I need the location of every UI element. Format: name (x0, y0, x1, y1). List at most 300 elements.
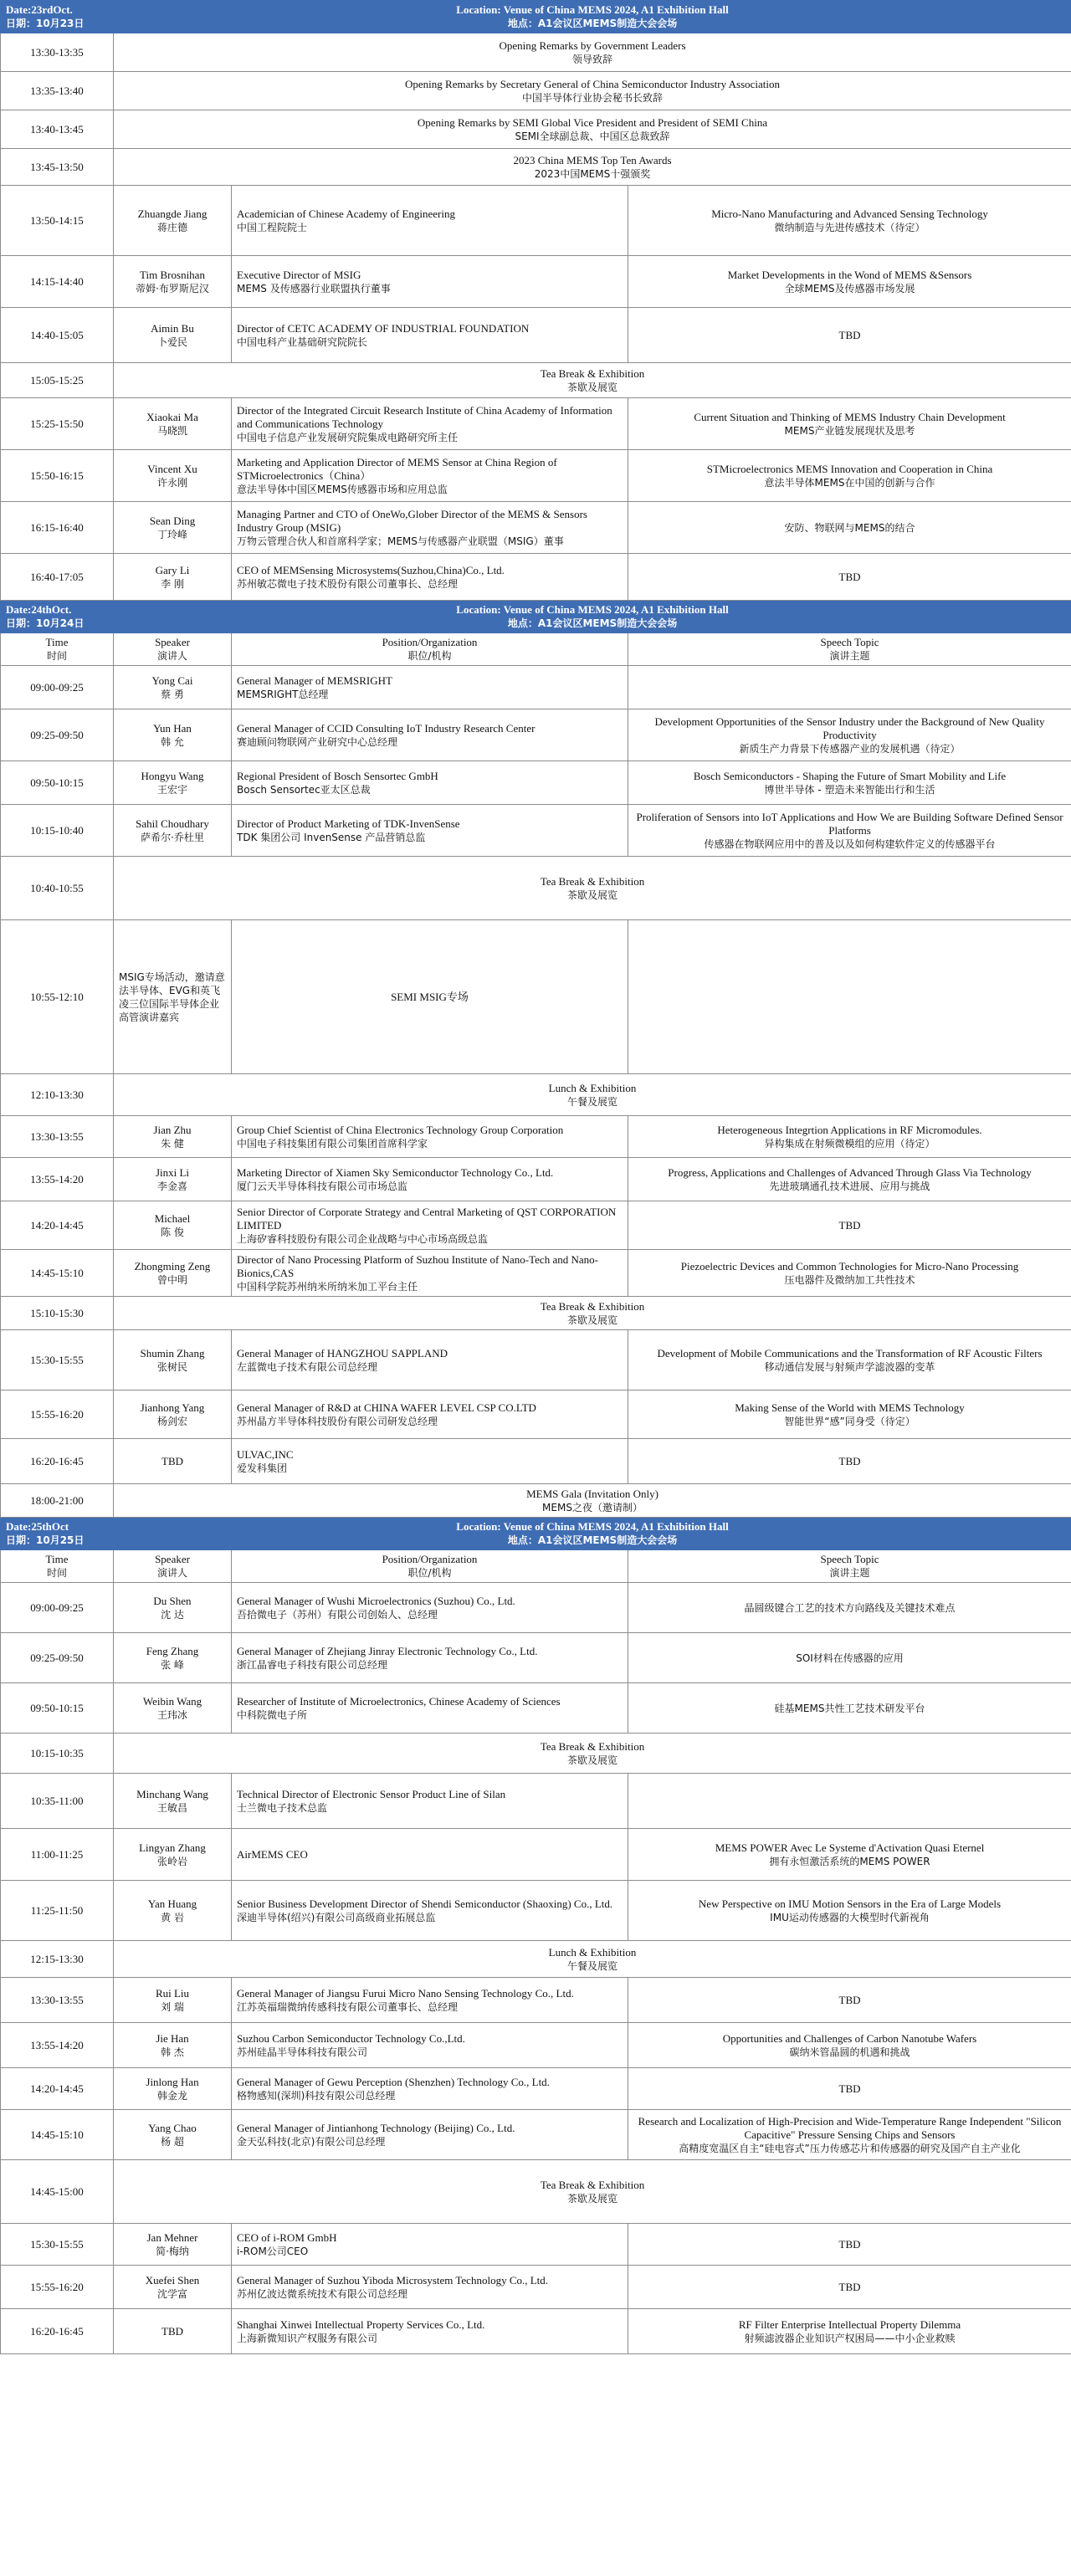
topic-cell-en: Development Opportunities of the Sensor Industry under the Background of New Quality Productivity (654, 714, 1045, 741)
time-cell (1, 1116, 114, 1158)
session-cell-zh: 中国半导体行业协会秘书长致辞 (522, 91, 664, 104)
table-row (1, 308, 1071, 363)
session-cell-zh: 午餐及展览 (567, 1095, 618, 1108)
speaker-cell-zh: 韩金龙 (156, 2089, 187, 2102)
position-cell-en: Director of the Integrated Circuit Research Institute of China Academy of Information and Communications Technology (237, 403, 612, 430)
session-cell (114, 1074, 1071, 1116)
topic-cell-zh: 晶圆级键合工艺的技术方向路线及关键技术难点 (744, 1601, 956, 1614)
topic-cell (628, 1881, 1071, 1941)
speaker-cell (114, 1330, 232, 1390)
time-cell-en: 15:30-15:55 (30, 2237, 84, 2251)
time-cell (1, 920, 114, 1074)
position-cell-zh: 上海矽睿科技股份有限公司企业战略与中心市场高级总监 (237, 1232, 489, 1245)
session-cell-en: 2023 China MEMS Top Ten Awards (513, 153, 672, 166)
session-cell (114, 363, 1071, 398)
speaker-cell (114, 1583, 232, 1633)
position-cell-en: General Manager of CCID Consulting IoT Industry Research Center (237, 721, 536, 735)
position-cell (232, 308, 628, 363)
time-cell-en: 13:40-13:45 (30, 122, 84, 136)
speaker-cell-zh: 王玮冰 (156, 1708, 187, 1721)
speaker-cell-en: Xuefei Shen (145, 2273, 200, 2287)
table-row (1, 920, 1071, 1074)
position-cell-en: Technical Director of Electronic Sensor Product Line of Silan (237, 1787, 506, 1800)
time-cell (1, 2224, 114, 2266)
time-cell-en: 11:25-11:50 (30, 1903, 84, 1917)
topic-cell-en: Current Situation and Thinking of MEMS Industry Chain Development (694, 410, 1006, 423)
time-cell (1, 1829, 114, 1881)
session-cell (114, 1734, 1071, 1774)
time-cell-en: 10:55-12:10 (30, 990, 84, 1003)
topic-cell (628, 805, 1071, 857)
position-cell (232, 398, 628, 450)
table-row (1, 1390, 1071, 1439)
time-cell-en: 15:50-16:15 (30, 469, 84, 482)
topic-cell (628, 2110, 1071, 2160)
time-cell (1, 1158, 114, 1201)
session-cell (114, 1297, 1071, 1330)
day-date (1, 1, 114, 33)
time-cell-en: 13:55-14:20 (30, 2038, 84, 2051)
speaker-cell-zh: 沈学富 (156, 2287, 187, 2300)
topic-cell (628, 1829, 1071, 1881)
topic-cell-en: Making Sense of the World with MEMS Technology (735, 1401, 965, 1414)
table-row (1, 2068, 1071, 2110)
topic-cell (628, 1158, 1071, 1201)
speaker-cell-en: Michael (154, 1211, 191, 1225)
session-cell-en: Tea Break & Exhibition (540, 366, 645, 380)
position-cell-en: Academician of Chinese Academy of Engineering (237, 207, 455, 220)
time-cell (1, 1774, 114, 1829)
table-row (1, 256, 1071, 308)
speaker-cell (114, 1116, 232, 1158)
day-header (1, 1518, 1071, 1550)
time-cell (1, 709, 114, 761)
topic-cell (628, 554, 1071, 601)
table-row (1, 1941, 1071, 1978)
position-cell (232, 450, 628, 502)
table-row (1, 1330, 1071, 1390)
position-cell (232, 1158, 628, 1201)
speaker-cell-en: Minchang Wang (136, 1787, 208, 1800)
speaker-cell (114, 805, 232, 857)
position-cell-en: General Manager of MEMSRIGHT (237, 673, 392, 687)
time-cell-en: 13:30-13:55 (30, 1129, 84, 1143)
day-location-zh: 地点：A1会议区MEMS制造大会会场 (507, 18, 678, 29)
col-speaker-en: Speaker (155, 1553, 190, 1565)
col-position-zh: 职位/机构 (407, 1567, 452, 1579)
day-date (1, 1518, 114, 1550)
speaker-cell (114, 1201, 232, 1250)
topic-cell-en: TBD (838, 2237, 861, 2251)
position-cell (232, 554, 628, 601)
speaker-cell-en: Jan Mehner (146, 2230, 198, 2244)
speaker-cell-en: Hongyu Wang (141, 769, 204, 782)
day-location (114, 1518, 1071, 1550)
col-time-zh: 时间 (46, 650, 67, 662)
time-cell (1, 1390, 114, 1439)
session-cell (114, 857, 1071, 920)
time-cell (1, 363, 114, 398)
topic-cell (628, 398, 1071, 450)
topic-cell (628, 1201, 1071, 1250)
table-row (1, 1158, 1071, 1201)
speaker-cell-zh: 简·梅纳 (156, 2245, 189, 2257)
speaker-cell (114, 2110, 232, 2160)
topic-cell-zh: 安防、物联网与MEMS的结合 (784, 521, 915, 534)
topic-cell (628, 1978, 1071, 2023)
position-cell-zh: 深迪半导体(绍兴)有限公司高级商业拓展总监 (237, 1911, 436, 1923)
day-date-en: Date:23rdOct. (6, 3, 73, 16)
day-date-zh: 日期：10月25日 (6, 1534, 85, 1546)
table-row (1, 72, 1071, 110)
speaker-cell (114, 709, 232, 761)
position-cell-en: Director of Product Marketing of TDK-InvenSense (237, 817, 460, 830)
speaker-cell-zh: 卜爱民 (156, 335, 187, 348)
session-cell-zh: 茶歇及展览 (567, 1754, 618, 1766)
position-cell-en: General Manager of Suzhou Yiboda Microsystem Technology Co., Ltd. (237, 2273, 549, 2287)
speaker-cell (114, 450, 232, 502)
session-cell-zh: 午餐及展览 (567, 1959, 618, 1972)
topic-cell (628, 1583, 1071, 1633)
time-cell-en: 15:55-16:20 (30, 2280, 84, 2293)
table-row (1, 2266, 1071, 2309)
time-cell-en: 16:20-16:45 (30, 2324, 84, 2338)
col-speaker-zh: 演讲人 (156, 650, 187, 662)
time-cell-en: 13:50-14:15 (30, 213, 84, 227)
position-cell-en: Researcher of Institute of Microelectronics, Chinese Academy of Sciences (237, 1694, 561, 1708)
position-cell (232, 805, 628, 857)
session-cell (114, 1941, 1071, 1978)
speaker-cell-zh: 曾中明 (156, 1273, 187, 1286)
time-cell (1, 1074, 114, 1116)
time-cell (1, 1201, 114, 1250)
session-cell-en: Lunch & Exhibition (548, 1081, 637, 1094)
speaker-cell-en: Jian Zhu (153, 1123, 192, 1136)
table-row (1, 709, 1071, 761)
session-cell (114, 2160, 1071, 2224)
table-row (1, 1829, 1071, 1881)
speaker-cell-en: Xiaokai Ma (146, 410, 198, 423)
speaker-cell (114, 502, 232, 554)
table-row (1, 2110, 1071, 2160)
speaker-cell-zh: 王敏昌 (156, 1801, 187, 1814)
position-cell-zh: 厦门云天半导体科技有限公司市场总监 (237, 1180, 408, 1192)
table-row (1, 1978, 1071, 2023)
speaker-cell-en: Vincent Xu (147, 462, 197, 475)
topic-cell-en: STMicroelectronics MEMS Innovation and Cooperation in China (706, 462, 993, 475)
topic-cell-zh: 博世半导体 - 塑造未来智能出行和生活 (764, 783, 935, 796)
table-row (1, 450, 1071, 502)
topic-cell-en: MEMS POWER Avec Le Systeme d'Activation Quasi Eternel (715, 1841, 985, 1854)
time-cell (1, 1484, 114, 1518)
time-cell-en: 16:20-16:45 (30, 1454, 84, 1467)
session-cell-zh: 领导致辞 (572, 53, 613, 65)
speaker-cell-zh: 萨希尔·乔杜里 (141, 831, 204, 843)
topic-cell-zh: 意法半导体MEMS在中国的创新与合作 (764, 476, 935, 489)
speaker-cell-en: TBD (161, 2324, 183, 2338)
speaker-cell (114, 1683, 232, 1734)
col-position-en: Position/Organization (382, 1553, 478, 1565)
table-row (1, 149, 1071, 186)
position-cell-zh: 中科院微电子所 (237, 1708, 308, 1721)
table-row (1, 398, 1071, 450)
position-cell-en: Group Chief Scientist of China Electronics Technology Group Corporation (237, 1123, 564, 1136)
session-cell (114, 72, 1071, 110)
speaker-cell (114, 1390, 232, 1439)
session-cell-en: Tea Break & Exhibition (540, 874, 645, 888)
position-cell-zh: 苏州硅晶半导体科技有限公司 (237, 2046, 368, 2058)
time-cell (1, 857, 114, 920)
time-cell-en: 09:25-09:50 (30, 728, 84, 741)
day-location-en: Location: Venue of China MEMS 2024, A1 Exhibition Hall (456, 3, 729, 16)
time-cell (1, 450, 114, 502)
table-row (1, 363, 1071, 398)
time-cell-en: 14:15-14:40 (30, 274, 84, 288)
col-topic-zh: 演讲主题 (829, 1567, 870, 1579)
speaker-cell-zh: 马晓凯 (156, 424, 187, 437)
speaker-cell-en: Sahil Choudhary (136, 817, 209, 830)
table-row (1, 33, 1071, 72)
speaker-cell (114, 308, 232, 363)
speaker-cell (114, 1774, 232, 1829)
speaker-cell-zh: 张树民 (156, 1360, 187, 1373)
position-cell-en: Senior Director of Corporate Strategy and Central Marketing of QST CORPORATION LIMITED (237, 1205, 617, 1232)
day-date (1, 601, 114, 633)
speaker-cell-zh: 蔡 勇 (161, 688, 184, 700)
speaker-cell (114, 2224, 232, 2266)
day-date-zh: 日期：10月23日 (6, 18, 85, 29)
session-cell-zh: 茶歇及展览 (567, 2192, 618, 2205)
table-row (1, 1484, 1071, 1518)
speaker-cell-en: Jianhong Yang (140, 1401, 205, 1414)
table-row (1, 2224, 1071, 2266)
topic-cell-zh: 智能世界“感”同身受（待定） (784, 1415, 915, 1427)
topic-cell-en: New Perspective on IMU Motion Sensors in the Era of Large Models (698, 1897, 1002, 1910)
topic-cell-zh: 高精度宽温区自主“硅电容式”压力传感芯片和传感器的研究及国产自主产业化 (679, 2142, 1021, 2154)
position-cell-zh: 中国工程院院士 (237, 221, 308, 233)
topic-cell (628, 2266, 1071, 2309)
topic-cell (628, 1390, 1071, 1439)
table-row (1, 110, 1071, 149)
position-cell (232, 2023, 628, 2068)
speaker-cell-en: Jinxi Li (155, 1165, 190, 1179)
column-headers (1, 633, 1071, 666)
position-cell (232, 2110, 628, 2160)
speaker-cell (114, 1439, 232, 1484)
position-cell (232, 186, 628, 256)
topic-cell-en: Research and Localization of High-Precision and Wide-Temperature Range Independent "Silicon Capacitive" Pressure Sensing Chips and Sensors (638, 2114, 1062, 2141)
col-topic-zh: 演讲主题 (829, 650, 870, 662)
time-cell-en: 09:25-09:50 (30, 1651, 84, 1664)
time-cell (1, 1633, 114, 1683)
position-cell-en: Managing Partner and CTO of OneWo,Glober Director of the MEMS & Sensors Industry Group (MSIG) (237, 507, 587, 534)
time-cell (1, 398, 114, 450)
time-cell-en: 14:45-15:10 (30, 1266, 84, 1279)
time-cell-en: 10:40-10:55 (30, 881, 84, 894)
time-cell-en: 10:15-10:40 (30, 823, 84, 837)
topic-cell-en: TBD (838, 328, 861, 341)
topic-cell-zh: IMU运动传感器的大模型时代新视角 (770, 1911, 930, 1923)
position-cell-zh: 金天弘科技(北京)有限公司总经理 (237, 2135, 386, 2148)
position-cell-en: SEMI MSIG专场 (391, 990, 469, 1003)
col-position (232, 633, 628, 666)
position-cell-zh: 苏州敏芯微电子技术股份有限公司董事长、总经理 (237, 577, 459, 590)
position-cell-zh: TDK 集团公司 InvenSense 产品营销总监 (237, 831, 426, 843)
table-row (1, 1201, 1071, 1250)
speaker-cell-zh: 刘 瑞 (161, 2000, 184, 2013)
topic-cell (628, 1250, 1071, 1297)
topic-cell (628, 666, 1071, 709)
speaker-cell-zh: 黄 岩 (161, 1911, 184, 1923)
position-cell (232, 1978, 628, 2023)
position-cell (232, 709, 628, 761)
speaker-cell-en: Yan Huang (147, 1897, 197, 1910)
time-cell (1, 1250, 114, 1297)
topic-cell-zh: 拥有永恒激活系统的MEMS POWER (769, 1855, 930, 1867)
time-cell-en: 12:15-13:30 (30, 1952, 84, 1965)
time-cell-en: 13:45-13:50 (30, 160, 84, 173)
position-cell-zh: 中国科学院苏州纳米所纳米加工平台主任 (237, 1280, 418, 1293)
day-location (114, 1, 1071, 33)
time-cell (1, 2266, 114, 2309)
speaker-cell-en: Tim Brosnihan (140, 268, 205, 281)
position-cell (232, 2309, 628, 2354)
speaker-cell-en: Rui Liu (155, 1986, 190, 2000)
topic-cell-en: Piezoelectric Devices and Common Technologies for Micro-Nano Processing (680, 1259, 1019, 1273)
position-cell-en: Executive Director of MSIG (237, 268, 361, 281)
speaker-cell-en: Feng Zhang (146, 1644, 199, 1657)
session-cell (114, 110, 1071, 149)
topic-cell-en: Heterogeneous Integrtion Applications in RF Micromodules. (717, 1123, 982, 1136)
speaker-cell (114, 1978, 232, 2023)
position-cell-en: General Manager of Wushi Microelectronics (Suzhou) Co., Ltd. (237, 1594, 515, 1607)
day-date-zh: 日期：10月24日 (6, 617, 85, 629)
topic-cell-zh: 异构集成在射频微模组的应用（待定） (764, 1137, 935, 1150)
time-cell (1, 1881, 114, 1941)
topic-cell-en: TBD (838, 2082, 861, 2095)
topic-cell-en: Bosch Semiconductors - Shaping the Future of Smart Mobility and Life (693, 769, 1007, 782)
topic-cell-en: Development of Mobile Communications and the Transformation of RF Acoustic Filters (657, 1346, 1043, 1360)
time-cell-en: 12:10-13:30 (30, 1088, 84, 1101)
table-row (1, 1074, 1071, 1116)
speaker-cell-zh: MSIG专场活动，邀请意法半导体、EVG和英飞凌三位国际半导体企业高管演讲嘉宾 (119, 970, 225, 1023)
speaker-cell-zh: 许永刚 (156, 476, 187, 489)
column-headers (1, 1550, 1071, 1583)
time-cell (1, 2068, 114, 2110)
time-cell-en: 15:55-16:20 (30, 1407, 84, 1421)
speaker-cell-en: Zhongming Zeng (134, 1259, 211, 1273)
speaker-cell-zh: 朱 健 (161, 1137, 184, 1150)
topic-cell (628, 1330, 1071, 1390)
day-header (1, 1, 1071, 33)
topic-cell-en: RF Filter Enterprise Intellectual Property Dilemma (738, 2317, 961, 2331)
table-row (1, 1881, 1071, 1941)
col-position-zh: 职位/机构 (407, 650, 452, 662)
topic-cell-en: TBD (838, 2280, 861, 2293)
position-cell (232, 1881, 628, 1941)
col-time (1, 1550, 114, 1583)
session-cell-zh: 茶歇及展览 (567, 381, 618, 393)
time-cell-en: 14:45-15:00 (30, 2184, 84, 2198)
table-row (1, 1734, 1071, 1774)
time-cell-en: 13:35-13:40 (30, 84, 84, 97)
position-cell (232, 2266, 628, 2309)
col-topic (628, 1550, 1071, 1583)
day-location-zh: 地点：A1会议区MEMS制造大会会场 (507, 1534, 678, 1546)
topic-cell (628, 1683, 1071, 1734)
position-cell-zh: 万物云管理合伙人和首席科学家；MEMS与传感器产业联盟（MSIG）董事 (237, 535, 564, 547)
topic-cell-zh: 全球MEMS及传感器市场发展 (784, 282, 915, 294)
table-row (1, 805, 1071, 857)
position-cell (232, 256, 628, 308)
position-cell (232, 1116, 628, 1158)
position-cell-zh: MEMSRIGHT总经理 (237, 688, 329, 700)
col-topic-en: Speech Topic (820, 636, 879, 648)
table-row (1, 1583, 1071, 1633)
speaker-cell-en: Du Shen (153, 1594, 192, 1607)
speaker-cell (114, 186, 232, 256)
session-cell-en: Opening Remarks by Secretary General of China Semiconductor Industry Association (405, 77, 781, 90)
position-cell (232, 502, 628, 554)
position-cell-zh: 中国电子科技集团有限公司集团首席科学家 (237, 1137, 428, 1150)
position-cell-zh: 赛迪顾问物联网产业研究中心总经理 (237, 735, 398, 748)
time-cell (1, 2110, 114, 2160)
speaker-cell-en: Gary Li (155, 563, 190, 576)
time-cell-en: 15:05-15:25 (30, 373, 84, 387)
topic-cell (628, 2023, 1071, 2068)
time-cell-en: 14:20-14:45 (30, 2082, 84, 2095)
topic-cell-zh: 微纳制造与先进传感技术（待定） (774, 221, 925, 233)
time-cell (1, 502, 114, 554)
time-cell (1, 308, 114, 363)
speaker-cell-en: Shumin Zhang (140, 1346, 205, 1360)
position-cell (232, 1683, 628, 1734)
position-cell-en: CEO of MEMSensing Microsystems(Suzhou,China)Co., Ltd. (237, 563, 505, 576)
time-cell-en: 11:00-11:25 (30, 1847, 84, 1861)
day-header (1, 601, 1071, 633)
topic-cell-en: Micro-Nano Manufacturing and Advanced Sensing Technology (711, 207, 988, 220)
position-cell (232, 1829, 628, 1881)
session-cell-en: Opening Remarks by Government Leaders (499, 38, 686, 52)
time-cell (1, 1583, 114, 1633)
time-cell (1, 256, 114, 308)
time-cell-en: 14:20-14:45 (30, 1218, 84, 1232)
position-cell-zh: i-ROM公司CEO (237, 2245, 309, 2257)
time-cell (1, 761, 114, 805)
session-cell-en: Lunch & Exhibition (548, 1945, 637, 1959)
topic-cell-en: TBD (838, 1218, 861, 1232)
position-cell-en: Suzhou Carbon Semiconductor Technology Co.,Ltd. (237, 2031, 465, 2045)
topic-cell-zh: 碳纳米管晶圆的机遇和挑战 (789, 2046, 910, 2058)
position-cell-en: General Manager of Gewu Perception (Shenzhen) Technology Co., Ltd. (237, 2075, 550, 2088)
topic-cell-en: TBD (838, 1993, 861, 2006)
table-row (1, 2160, 1071, 2224)
position-cell (232, 920, 628, 1074)
speaker-cell-en: Zhuangde Jiang (137, 207, 208, 220)
time-cell (1, 1439, 114, 1484)
time-cell-en: 13:55-14:20 (30, 1172, 84, 1186)
table-row (1, 1297, 1071, 1330)
table-row (1, 1633, 1071, 1683)
position-cell-en: Regional President of Bosch Sensortec GmbH (237, 769, 438, 782)
session-cell (114, 1484, 1071, 1518)
speaker-cell-zh: 杨 超 (161, 2135, 184, 2148)
time-cell (1, 805, 114, 857)
table-row (1, 1250, 1071, 1297)
topic-cell-zh: 新质生产力背景下传感器产业的发展机遇（待定） (739, 742, 961, 755)
speaker-cell (114, 1829, 232, 1881)
speaker-cell (114, 1158, 232, 1201)
